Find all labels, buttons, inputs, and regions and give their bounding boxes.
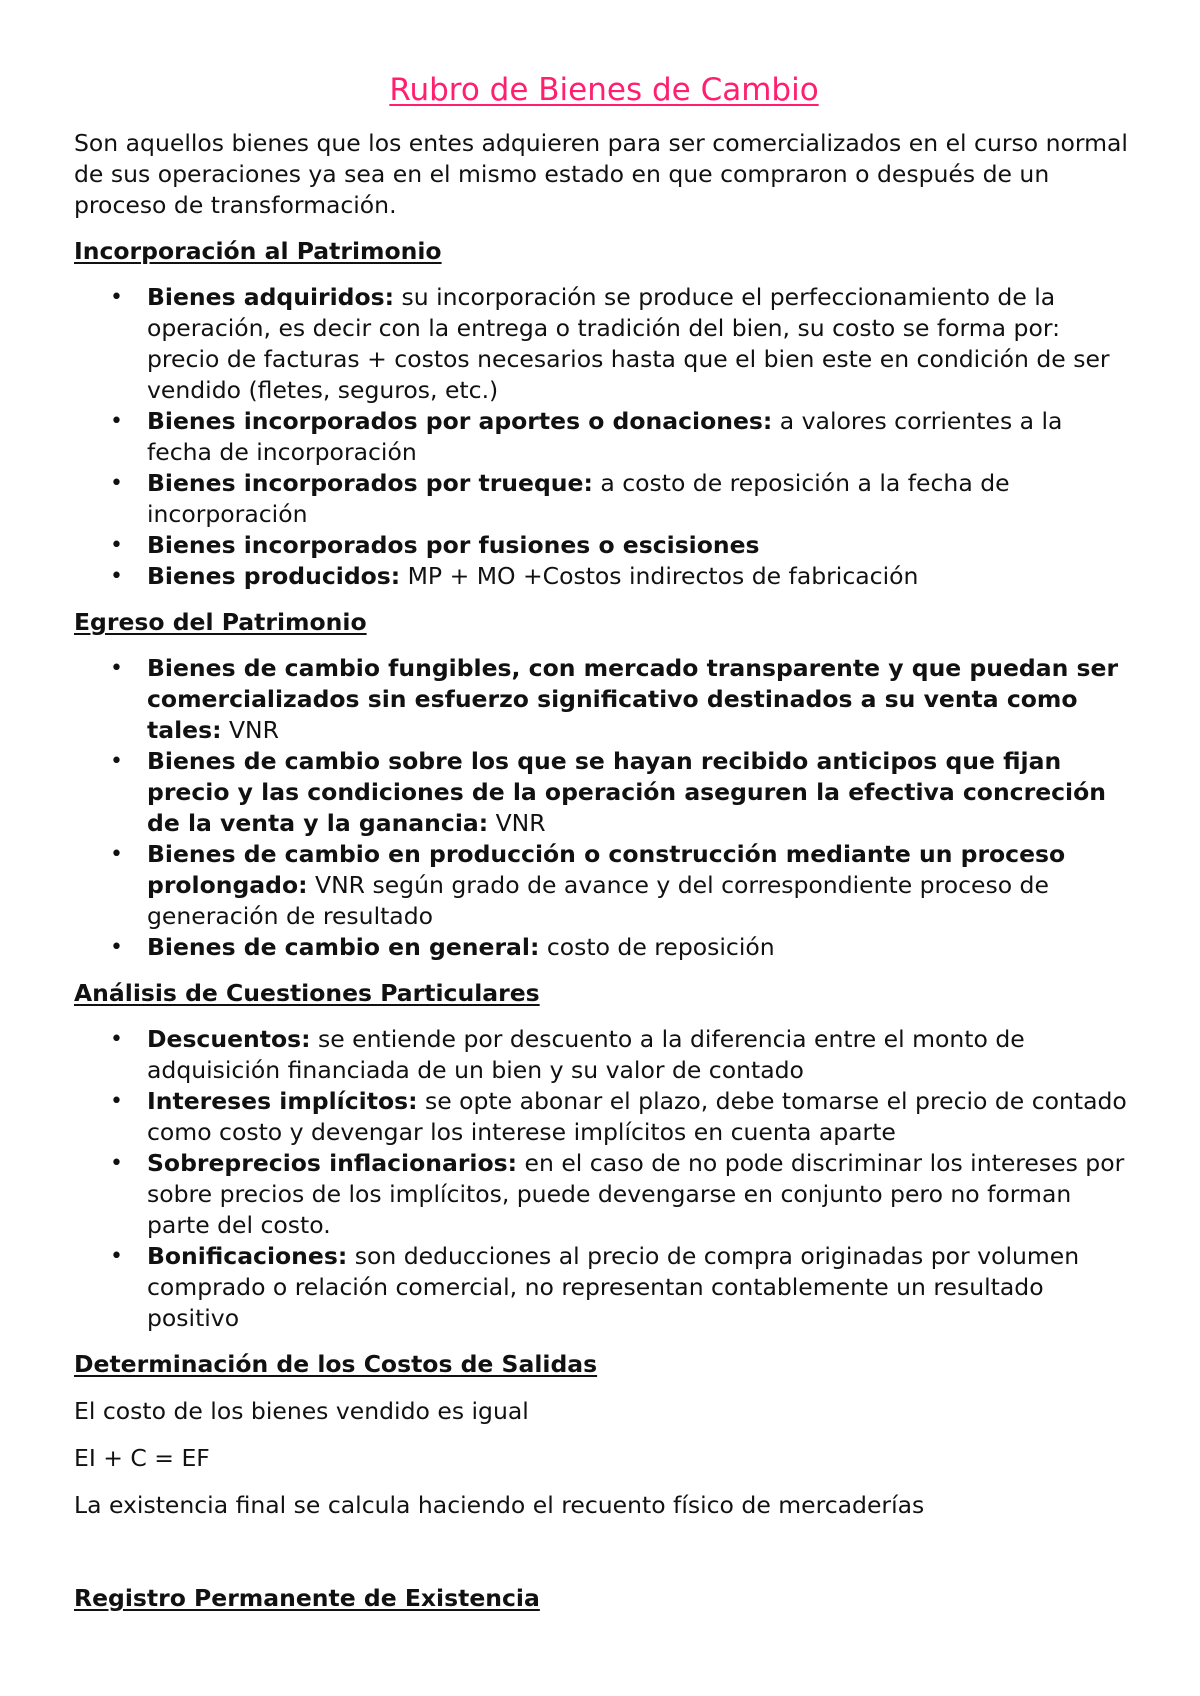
item-term: Bienes producidos: [147,562,401,590]
list-item [74,1086,1134,1148]
item-text: a costo de reposición a la fecha de incorporación [147,469,1010,528]
bullet-icon: • [110,1151,123,1176]
item-text: VNR según grado de avance y del correspondiente proceso de generación de resultado [147,871,1049,930]
document-page [74,0,1134,1614]
bullet-icon: • [110,935,123,960]
item-term: Bienes incorporados por aportes o donaciones: [147,407,773,435]
item-text: VNR [488,809,546,837]
list-item [74,1024,1134,1086]
list-item [74,561,1134,592]
list-analisis [74,1024,1134,1334]
item-term: Descuentos: [147,1025,311,1053]
list-item [74,746,1134,839]
bullet-icon: • [110,1089,123,1114]
item-term: Bienes adquiridos: [147,283,395,311]
item-text: se opte abonar el plazo, debe tomarse el precio de contado como costo y devengar los interese implícitos en cuenta aparte [147,1087,1127,1146]
bullet-icon: • [110,1027,123,1052]
list-item [74,1241,1134,1334]
item-term: Bienes de cambio en producción o construcción mediante un proceso prolongado: [147,840,1066,899]
bullet-icon: • [110,285,123,310]
item-term: Sobreprecios inflacionarios: [147,1149,518,1177]
bullet-icon: • [110,564,123,589]
item-term: Bienes incorporados por trueque: [147,469,593,497]
item-term: Bonificaciones: [147,1242,348,1270]
item-text: VNR [221,716,279,744]
list-item [74,406,1134,468]
existencia-final-text: La existencia final se calcula haciendo el recuento físico de mercaderías [74,1491,925,1519]
bullet-icon: • [110,471,123,496]
bullet-icon: • [110,1244,123,1269]
document-title: Rubro de Bienes de Cambio [389,72,819,108]
item-term: Intereses implícitos: [147,1087,418,1115]
item-term: Bienes de cambio en general: [147,933,540,961]
section-heading-incorporacion: Incorporación al Patrimonio [74,237,442,265]
section-heading-egreso: Egreso del Patrimonio [74,608,367,636]
list-item [74,530,1134,561]
bullet-icon: • [110,749,123,774]
intro-paragraph: Son aquellos bienes que los entes adquieren para ser comercializados en el curso normal de sus operaciones ya sea en el mismo estado en que compraron o después de un proceso de transformación. [74,129,1128,219]
list-item [74,653,1134,746]
bullet-icon: • [110,842,123,867]
item-text: en el caso de no pode discriminar los intereses por sobre precios de los implícitos, puede devengarse en conjunto pero no forman parte del costo. [147,1149,1125,1239]
list-egreso [74,653,1134,963]
list-item [74,1148,1134,1241]
item-text: son deducciones al precio de compra originadas por volumen comprado o relación comercial, no representan contablemente un resultado positivo [147,1242,1080,1332]
list-incorporacion [74,282,1134,592]
item-text: se entiende por descuento a la diferencia entre el monto de adquisición financiada de un bien y su valor de contado [147,1025,1025,1084]
section-heading-determinacion: Determinación de los Costos de Salidas [74,1350,598,1378]
item-text: su incorporación se produce el perfeccionamiento de la operación, es decir con la entrega o tradición del bien, su costo se forma por: precio de facturas + costos necesarios hasta que el bien este en condición de ser vendido (fletes, seguros, etc.) [147,283,1110,404]
list-item [74,282,1134,406]
list-item [74,839,1134,932]
section-heading-analisis: Análisis de Cuestiones Particulares [74,979,540,1007]
bullet-icon: • [110,533,123,558]
item-term: Bienes de cambio fungibles, con mercado transparente y que puedan ser comercializados sin esfuerzo significativo destinados a su venta como tales: [147,654,1119,744]
list-item [74,468,1134,530]
bullet-icon: • [110,409,123,434]
item-text: a valores corrientes a la fecha de incorporación [147,407,1063,466]
bullet-icon: • [110,656,123,681]
section-heading-registro: Registro Permanente de Existencia [74,1584,540,1612]
item-term: Bienes incorporados por fusiones o escisiones [147,531,760,559]
list-item [74,932,1134,963]
item-text: MP + MO +Costos indirectos de fabricación [400,562,919,590]
formula-text: EI + C = EF [74,1444,210,1472]
item-term: Bienes de cambio sobre los que se hayan recibido anticipos que fijan precio y las condiciones de la operación aseguren la efectiva concreción de la venta y la ganancia: [147,747,1106,837]
item-text: costo de reposición [539,933,775,961]
determinacion-text: El costo de los bienes vendido es igual [74,1397,529,1425]
